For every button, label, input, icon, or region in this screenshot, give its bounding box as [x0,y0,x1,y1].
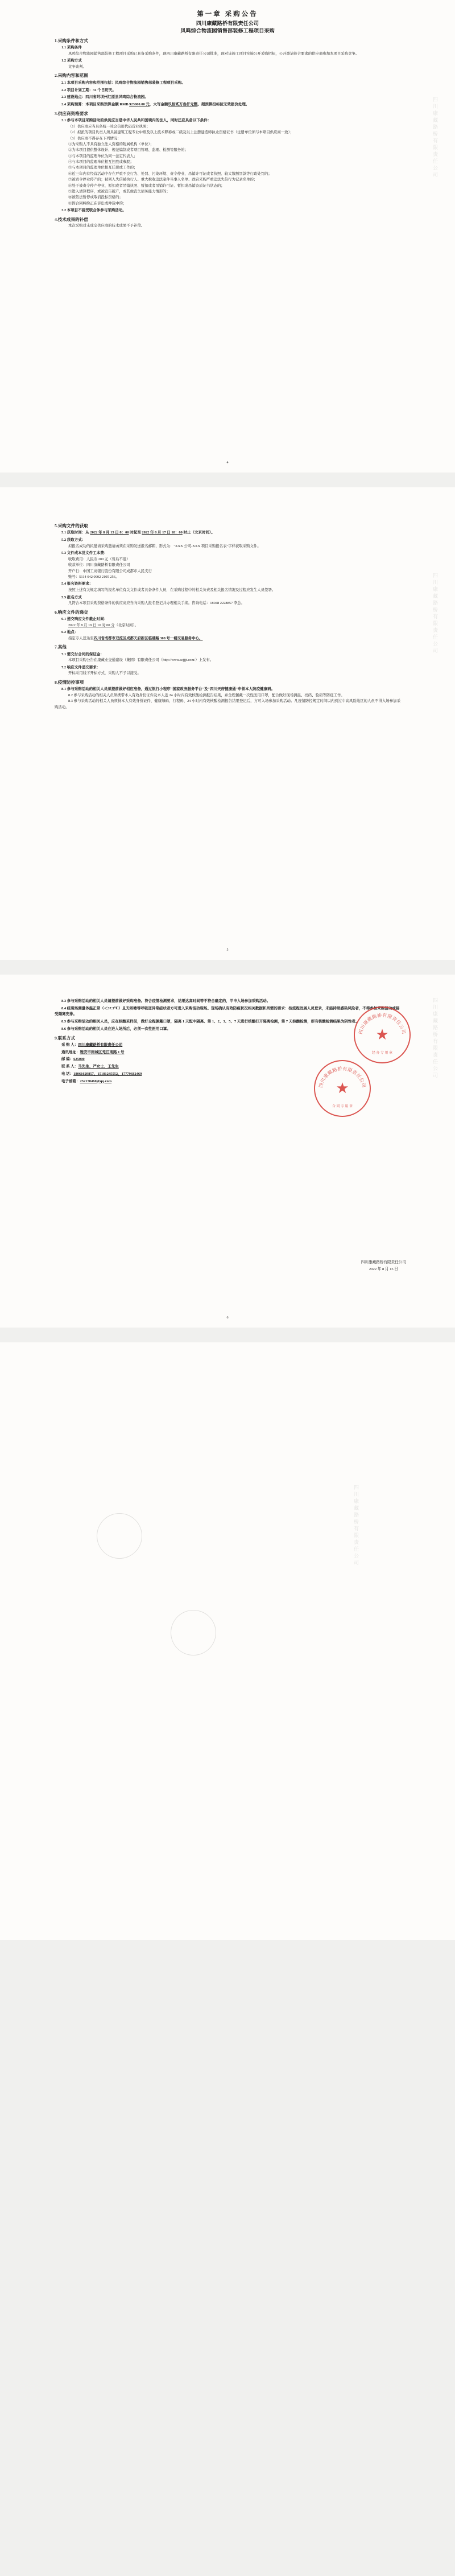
paragraph-deadline: 2022 年 8 月 19 日 10 时 00 分（北京时间）。 [68,623,139,627]
page-number: 6 [226,1316,229,1320]
project-title: 风鸣综合物流园销售部装修工程项目采购 [180,28,275,34]
watermark: 四川康藏路桥有限责任公司 [353,1485,359,1567]
sub-heading: 3.2 本项目不接受联合体参与采购活动。 [61,208,126,213]
paragraph: 收取费用：人民币 200 元（售后不退） [68,557,130,561]
section-1 [55,38,400,71]
sub-heading: 7.2 响应文件递交要求： [61,665,101,669]
section-7 [55,644,400,677]
section-heading: 6.响应文件的递交 [55,609,88,615]
paragraph-location: 指定专人送达至四川省成都市双流区成都天府新区临港路 308 号一楼交易服务中心。 [68,636,203,640]
document-page-3 [0,975,455,1328]
watermark: 四川康藏路桥有限责任公司 [432,997,438,1079]
contact-address: 通讯地址：雅安市雨城区羌江南路 1 号 [61,1050,125,1054]
document-page-1 [0,0,455,473]
section-2 [55,72,400,108]
contact-postcode: 邮 编：625000 [61,1057,85,1062]
sub-heading: 7.1 需交付合同的保证金： [61,652,104,656]
sub-heading: 8.3 参与采购活动的相关人员请提前做好采购准备。符合疫情检测要求，结果达高时间等不符合确定的，甲申入场参加采购活动。 [61,999,271,1003]
signature-date: 2022 年 8 月 15 日 [369,1267,398,1272]
section-8-cont [55,999,400,1033]
paragraph: 账号：5114 042 0902 2105 256。 [68,575,119,580]
paragraph: ④与本项目的监理单位相互控股或参股； [68,160,134,165]
section-heading: 8.疫情防控事项 [55,679,84,685]
paragraph: 开标采用线下开标方式，采购人不予以接受。 [68,671,141,676]
section-3 [55,110,400,214]
section-heading: 5.采购文件的获取 [55,523,88,528]
signature-block [361,1259,406,1273]
paragraph: 竞争谈判。 [68,65,86,69]
paragraph: 凡符合本项目采购资格条件的供应商应当向采购人报名登记并办理相关手续。咨询电话：18048 2228857 李总。 [68,601,245,606]
paragraph: ②为本项目提供整体设计、规范编制或者项目管理、监理、检测等服务的； [68,148,188,153]
sub-heading: 6.2 地点： [61,630,78,635]
seal-bottom-text-1: 经 办 专 用 章 [371,1051,393,1055]
document-page-2 [0,487,455,960]
chapter-title: 第一章 采购公告 [197,11,258,18]
paragraph: 8.3 参与采购活动的相关人员须持本人有效身份证件、健康绿码、行程码、24 小时内有效核酸检测报告结果登记后，方可入场参加采购活动。凡疫情防控规定时间以内到过中高风险地区的人员不得入场参加采购活动。 [55,699,400,709]
sub-heading: 1.1 采购条件 [61,46,82,50]
paragraph: 8.2 参与采购活动的相关人员须携带本人有效身份证件及本人近 24 小时内有效核酸检测报告结果，并全程佩戴一次性医用口罩，配合做好现场测温、亮码、验码等防疫工作。 [68,693,345,697]
faint-seal-watermark-2 [171,1610,216,1655]
sub-heading: 5.3 文件成本及文件工本费： [61,551,108,556]
sub-heading: 1.2 采购方式 [61,59,82,63]
page-number: 5 [226,948,229,952]
page-number: 4 [226,461,229,465]
paragraph: 拟报名成功的拟邀请采购邀请函须在采购发送报名邮箱，形式为："XXX 公司-XXX 项目采购报名表"字样获取采购文件。 [68,544,261,548]
paragraph: 开户行：中国工商银行股份有限公司成都市人民支行 [68,569,152,573]
section-4 [55,216,400,229]
paragraph: ⑧处于被责令停产停业、暂扣或者吊销执照、暂扣或者吊销许可证、暂扣或吊销资质证书状态的； [68,183,225,188]
sub-heading-time: 5.1 获取时间：从 2022 年 8 月 15 日 8：00 时起至 2022 年 8 月 17 日 18：00 时止（北京时间）。 [61,531,215,535]
section-8 [55,679,400,710]
contact-phone: 电 话：18061629857、15181245552、17779682469 [61,1071,142,1076]
section-heading: 7.其他 [55,644,67,650]
section-heading: 4.技术成果的补偿 [55,216,88,222]
sub-heading: 5.4 报名资料要求： [61,582,93,586]
watermark: 四川康藏路桥有限责任公司 [432,573,438,655]
watermark: 四川康藏路桥有限责任公司 [432,97,438,179]
section-9-contact [55,1035,400,1085]
page-gap [0,960,455,975]
sub-heading: 2.3 建设地点：四川省阿坝州红原县风鸣综合物流园。 [61,95,148,100]
sub-heading: 5.2 获取方式： [61,538,86,543]
paragraph: ⑤与本项目的监理单位相互任职或工作的； [68,166,138,170]
paragraph: ⑦被责令停业停产的；被列入失信被执行人、重大税收违法案件当事人名单、政府采购严重违法失信行为记录名单的； [68,178,258,182]
paragraph-website: 本项目采购公告在康藏业交通建设（集团）有限责任公司（http://www.scjjjt.com/）上发布。 [68,658,214,663]
paragraph: 收款单位：四川康藏路桥有限责任公司 [68,563,130,568]
contact-email: 电子邮箱：252178460@qq.com [61,1079,112,1083]
org-title: 四川康藏路桥有限责任公司 [196,20,259,26]
sub-heading: 6.1 递交响应文件截止时间： [61,617,108,621]
paragraph: ⑨进入清算程序，或被宣告破产，或其他丧失债务能力情形的； [68,189,170,194]
sub-heading: 3.1 参与本项目采购活动的供货应当是中华人民共和国境内的法人，同时还应具备以下条件： [61,118,212,123]
paragraph: ⑩被依法暂停或取消投标资格的； [68,195,123,200]
sub-heading: 8.1 参与采购活动的相关人员须提前做好相应准备，通过银行小程序"国家政务服务平台"及"四川天府健康通"申领本人防疫健康码。 [61,687,275,692]
section-6 [55,609,400,642]
document-page-4 [0,1342,455,1940]
signature-company: 四川康藏路桥有限责任公司 [361,1260,406,1265]
page-gap [0,1328,455,1342]
paragraph: ③与本项目的监理单位为同一法定代表人； [68,154,138,158]
paragraph: ⑥近三年内有经营活动中存在严重不良行为、处罚、污染环境、责令停业、吊销许可证或者执照、较大数额罚款等行政处罚的； [68,171,272,176]
sub-heading-budget: 2.4 采购预算：本项目采购预算金额 RMB 923000.00 元，大写金额玖拾贰万叁仟元整。超预算投标按无效报价处理。 [61,102,250,106]
sub-heading: 2.2 项目计划工期：31 个日历天。 [61,88,116,92]
section-heading: 1.采购条件和方式 [55,38,88,43]
faint-seal-watermark-1 [97,1513,142,1559]
sub-heading: 2.1 本项目采购内容和范围包括：风鸣综合物流园销售部装修工程项目采购。 [61,80,185,85]
paragraph: 按照上述有关规定填写的报名单位有关文件或者具备条件人员，在采购过程中的相关负责及相关报名情况及过程应发生人员签署。 [68,588,276,593]
page-gap [0,473,455,487]
paragraph: （2）拟派的项目负责人须具备建筑工程专业中级及以上技术职称或二级及以上注册建造师执业资格证书（注册单位须与本项目供应商一致）； [68,130,294,135]
section-heading: 3.供应商资格要求 [55,110,88,116]
seal-bottom-text-2: 合 同 专 用 章 [332,1105,353,1108]
paragraph: 风鸣综合物流园销售部装修工程项目采购已具备采购条件，现四川康藏路桥有限责任公司批准，现对该施工项目实施公开采购招标，公开邀请符合要求的供应商参加本项目采购竞争。 [68,51,359,56]
section-5 [55,523,400,607]
section-heading: 9.联系方式 [55,1035,76,1041]
paragraph: 本次采购对未成交供应商的技术成果不予补偿。 [68,224,145,228]
svg-text:四川康藏路桥有限责任公司: 四川康藏路桥有限责任公司 [358,1012,407,1035]
star-icon: ★ [375,1026,389,1043]
contact-purchaser: 采 购 人：四川康藏路桥有限责任公司 [61,1042,123,1047]
sub-heading: 8.5 参与采购活动的相关人员，应在核酸采样前，做好全程佩戴口罩，隔离 1 天配中隔离、第 1、2、3、5、7 天进行核酸打开隔离检测，第 7 天核酸检测，所有核酸检测结果为阴性者。 [61,1020,359,1024]
paragraph: ⑪因合同纠纷正在诉讼或仲裁中的； [68,201,127,206]
sub-heading: 5.5 报名方式 [61,595,82,599]
section-heading: 2.采购内容和范围 [55,73,88,79]
star-icon: ★ [336,1080,349,1096]
svg-text:四川康藏路桥有限责任公司: 四川康藏路桥有限责任公司 [318,1066,367,1088]
contact-person: 联 系 人：马先生、严女士、王先生 [61,1065,119,1069]
sub-heading: 8.6 参与采购活动的相关人员在进入场所后，必须一次性医用口罩。 [61,1026,171,1031]
paragraph: ①为采购人不具有独立法人资格的附属机构（单位）； [68,142,154,146]
paragraph: （3）供应商不得存在下列情况： [68,136,121,141]
paragraph: （1）供应商应当具备统一社会信用代码营业执照； [68,124,150,129]
sub-heading: 8.4 经现场测量体温正常（＜37.3℃）且无咳嗽等呼吸道异常症状者方可进入采购活动现场。现场确认有效防疫状况相关数据和所需的要求：按流程发展人员登录，未能持续感染风险者，不得参加采购活动或接受隔离安排。 [55,1006,400,1017]
